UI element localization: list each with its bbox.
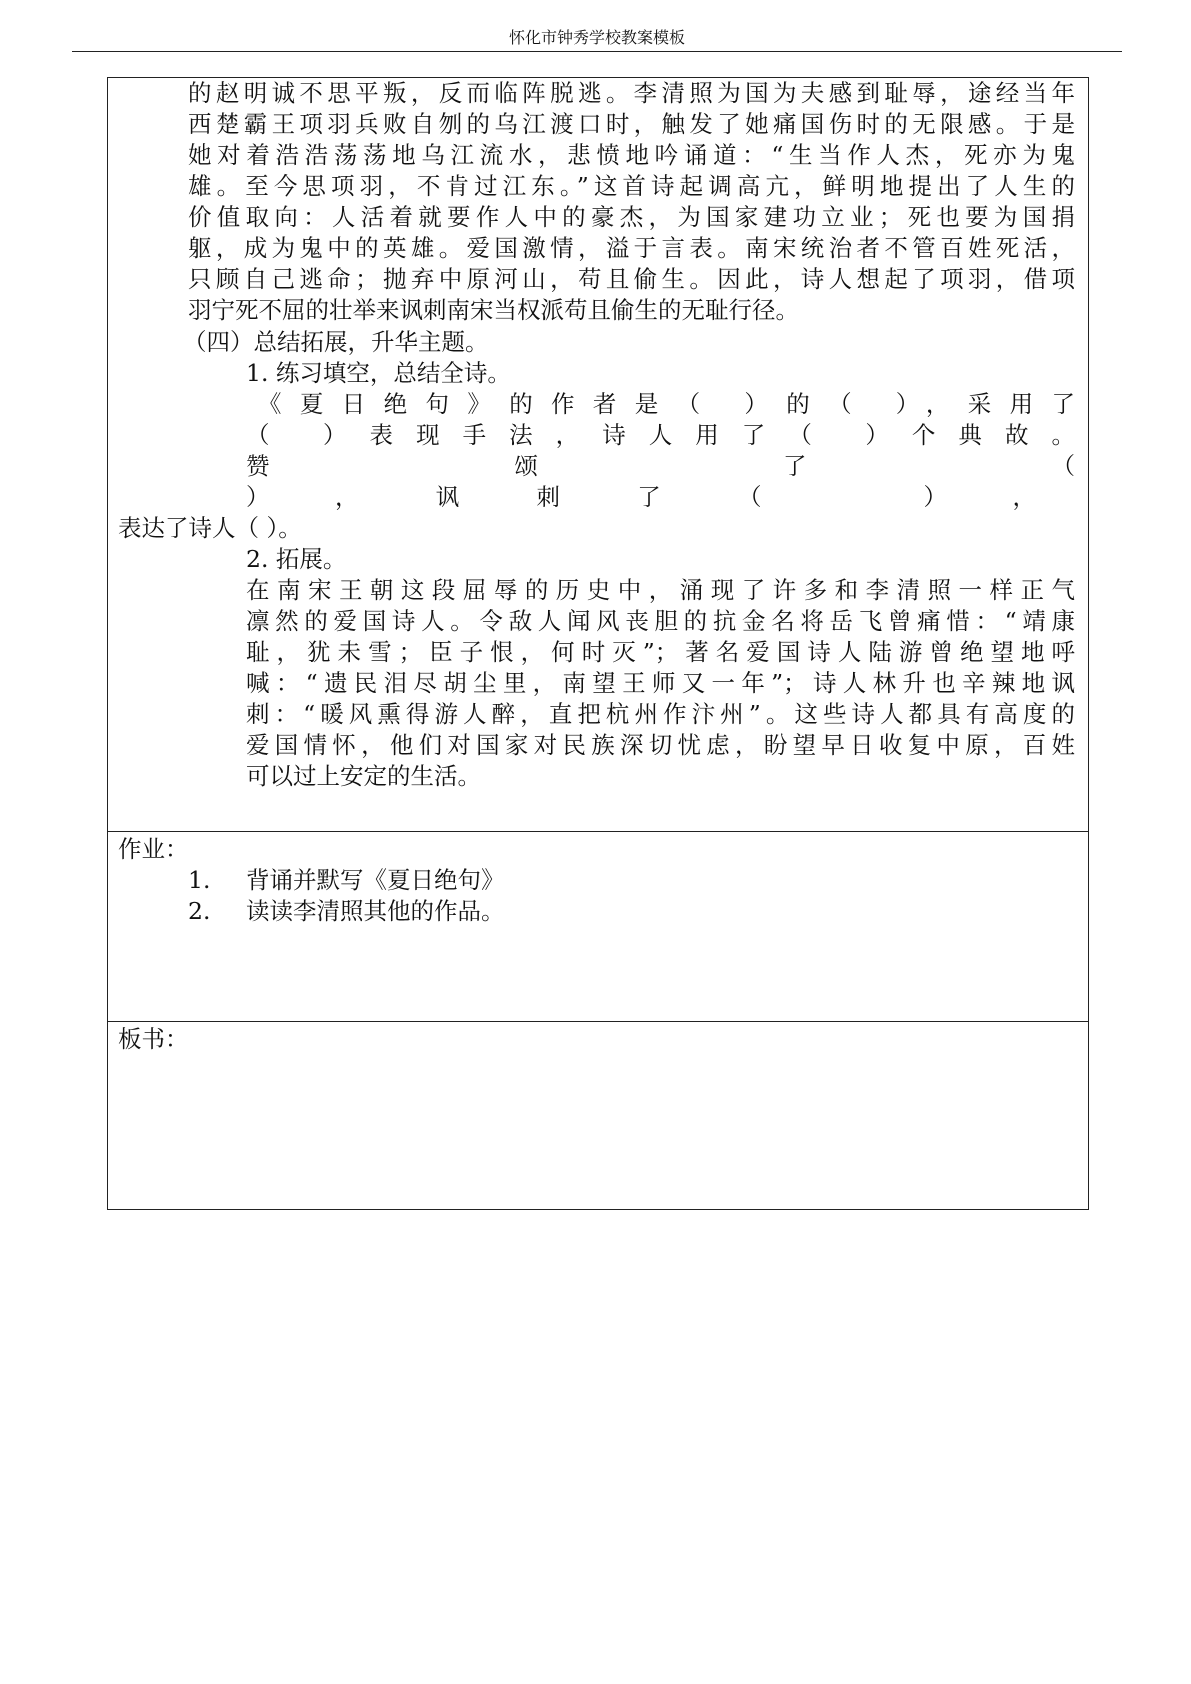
extension-line: 爱国情怀，他们对国家对民族深切忧虑，盼望早日收复中原，百姓 xyxy=(246,731,1075,759)
lesson-plan-table xyxy=(107,77,1089,1210)
extension-line: 可以过上安定的生活。 xyxy=(246,762,481,790)
section-title: （四）总结拓展，升华主题。 xyxy=(183,328,489,356)
board-cell xyxy=(108,1022,1088,1209)
homework-item-number: 1. xyxy=(188,866,211,894)
extension-heading: 2. 拓展。 xyxy=(246,545,347,573)
homework-cell xyxy=(108,832,1088,1022)
paragraph-line: 西楚霸王项羽兵败自刎的乌江渡口时，触发了她痛国伤时的无限感。于是 xyxy=(188,110,1075,138)
content-cell xyxy=(108,78,1088,832)
homework-item-text: 背诵并默写《夏日绝句》 xyxy=(246,866,505,894)
paragraph-line: 她对着浩浩荡荡地乌江流水，悲愤地吟诵道：“生当作人杰，死亦为鬼 xyxy=(188,141,1075,169)
paragraph-line: 雄。至今思项羽，不肯过江东。”这首诗起调高亢，鲜明地提出了人生的 xyxy=(188,172,1075,200)
board-label: 板书： xyxy=(118,1025,189,1053)
paragraph-line: 只顾自己逃命；抛弃中原河山，苟且偷生。因此，诗人想起了项羽，借项 xyxy=(188,265,1075,293)
homework-item-number: 2. xyxy=(188,897,211,925)
fill-blank-last-line: 表达了诗人（ ）。 xyxy=(118,514,302,542)
exercise-heading: 1. 练习填空，总结全诗。 xyxy=(246,359,511,387)
page-header-title: 怀化市钟秀学校教案模板 xyxy=(508,28,685,47)
paragraph-line: 羽宁死不屈的壮举来讽刺南宋当权派苟且偷生的无耻行径。 xyxy=(188,296,799,324)
fill-blank-line: 赞 颂 了 （ xyxy=(246,452,1075,480)
fill-blank-line: （ ）表现手法，诗人用了（ ）个典故。 xyxy=(246,421,1075,449)
extension-line: 耻，犹未雪；臣子恨，何时灭”；著名爱国诗人陆游曾绝望地呼 xyxy=(246,638,1075,666)
fill-blank-line: ），讽刺了（ ）， xyxy=(246,483,1036,511)
fill-blank-line: 《夏日绝句》的作者是（ ）的（ ），采用了 xyxy=(258,390,1075,418)
homework-item-text: 读读李清照其他的作品。 xyxy=(246,897,505,925)
extension-line: 刺：“暖风熏得游人醉，直把杭州作汴州”。这些诗人都具有高度的 xyxy=(246,700,1075,728)
paragraph-line: 价值取向：人活着就要作人中的豪杰，为国家建功立业；死也要为国捐 xyxy=(188,203,1075,231)
paragraph-line: 的赵明诚不思平叛，反而临阵脱逃。李清照为国为夫感到耻辱，途经当年 xyxy=(188,79,1075,107)
homework-label: 作业： xyxy=(118,835,189,863)
extension-line: 在南宋王朝这段屈辱的历史中，涌现了许多和李清照一样正气 xyxy=(246,576,1075,604)
header-rule xyxy=(72,51,1122,52)
extension-line: 凛然的爱国诗人。令敌人闻风丧胆的抗金名将岳飞曾痛惜：“靖康 xyxy=(246,607,1075,635)
extension-line: 喊：“遗民泪尽胡尘里，南望王师又一年”；诗人林升也辛辣地讽 xyxy=(246,669,1075,697)
paragraph-line: 躯，成为鬼中的英雄。爱国激情，溢于言表。南宋统治者不管百姓死活， xyxy=(188,234,1075,262)
